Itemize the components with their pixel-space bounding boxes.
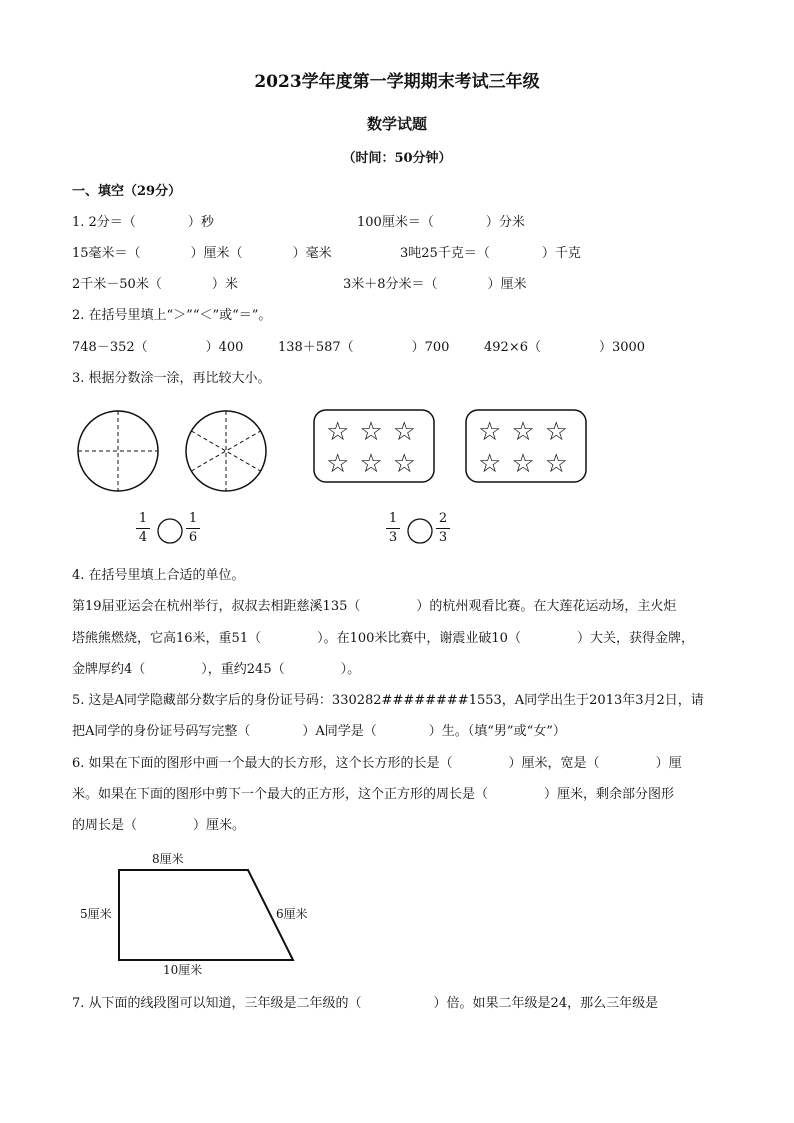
compare-circle-1[interactable]: [158, 519, 182, 543]
q1-item-d: 3吨25千克＝（ ）千克: [400, 246, 581, 261]
section-heading: 一、填空（29分）: [72, 184, 182, 199]
q5-line: 把A同学的身份证号码写完整（ ）A同学是（ ）生。（填“男”或“女”）: [72, 724, 566, 739]
q4-line: 第19届亚运会在杭州举行，叔叔去相距慈溪135（ ）的杭州观看比赛。在大莲花运动场，主火炬: [72, 599, 677, 614]
label-bottom-10cm: 10厘米: [163, 963, 203, 977]
trapezoid-shape: [119, 870, 293, 960]
star-row: ☆☆☆: [478, 417, 578, 447]
label-top-8cm: 8厘米: [152, 852, 184, 866]
circle-quarters: [78, 411, 158, 491]
q7-line: 7. 从下面的线段图可以知道，三年级是二年级的（ ）倍。如果二年级是24，那么三年级是: [72, 996, 659, 1011]
compare-circle-2[interactable]: [408, 519, 432, 543]
exam-time: （时间：50分钟）: [342, 151, 452, 166]
q1-item-e: 2千米－50米（ ）米: [72, 277, 238, 292]
q2-item-c: 492×6（ ）3000: [484, 340, 646, 355]
q2-item-b: 138＋587（ ）700: [278, 340, 450, 355]
q2-item-a: 748－352（ ）400: [72, 340, 244, 355]
star-row: ☆☆☆: [326, 417, 426, 447]
fraction-one-third: 1 3: [386, 512, 400, 545]
fraction-one-sixth: 1 6: [186, 512, 200, 545]
q5-line: 5. 这是A同学隐藏部分数字后的身份证号码：330282########1553，A同学出生于2013年3月2日，请: [72, 693, 704, 708]
q3-prompt: 3. 根据分数涂一涂，再比较大小。: [72, 371, 271, 386]
label-right-6cm: 6厘米: [276, 907, 308, 921]
q6-line: 米。如果在下面的图形中剪下一个最大的正方形，这个正方形的周长是（ ）厘米，剩余部分图形: [72, 787, 675, 802]
q1-item-f: 3米＋8分米＝（ ）厘米: [343, 277, 527, 292]
q4-prompt: 4. 在括号里填上合适的单位。: [72, 568, 245, 583]
q2-prompt: 2. 在括号里填上“＞”“＜”或“＝”。: [72, 308, 272, 323]
q6-line: 的周长是（ ）厘米。: [72, 818, 246, 833]
q6-line: 6. 如果在下面的图形中画一个最大的长方形，这个长方形的长是（ ）厘米，宽是（ ）厘: [72, 756, 682, 771]
q1-item-a: 1. 2分＝（ ）秒: [72, 215, 214, 230]
circle-sixths: [186, 411, 266, 491]
q4-line: 塔熊熊燃烧，它高16米，重51（ ）。在100米比赛中，谢震业破10（ ）大关，获得金牌，: [72, 631, 694, 646]
star-row: ☆☆☆: [478, 449, 578, 479]
q1-item-c: 15毫米＝（ ）厘米（ ）毫米: [72, 246, 332, 261]
q1-item-b: 100厘米＝（ ）分米: [357, 215, 525, 230]
label-left-5cm: 5厘米: [80, 907, 112, 921]
fraction-one-quarter: 1 4: [136, 512, 150, 545]
subject-title: 数学试题: [366, 115, 427, 133]
page-title: 2023学年度第一学期期末考试三年级: [254, 72, 540, 92]
fraction-two-thirds: 2 3: [436, 512, 450, 545]
star-row: ☆☆☆: [326, 449, 426, 479]
q4-line: 金牌厚约4（ ），重约245（ ）。: [72, 662, 361, 677]
